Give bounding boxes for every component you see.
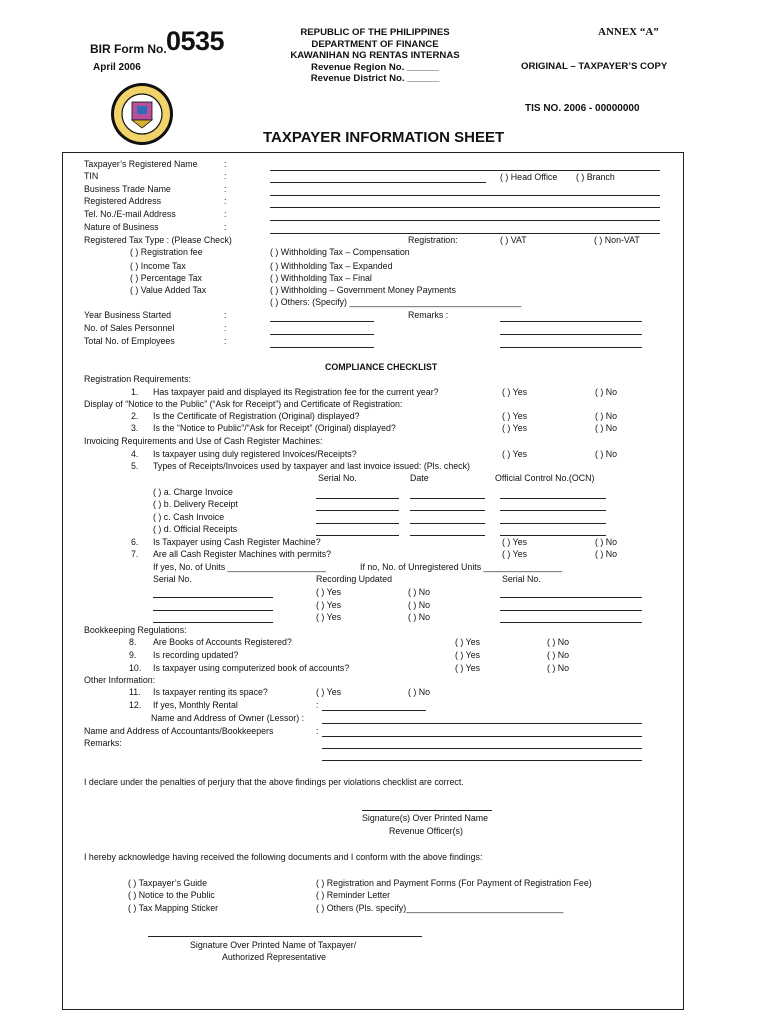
q11-yes[interactable]: ( ) Yes — [316, 687, 342, 698]
receipt-delivery[interactable]: ( ) b. Delivery Receipt — [153, 499, 238, 510]
percentage-tax-checkbox[interactable]: ( ) Percentage Tax — [130, 273, 202, 284]
q10-yes[interactable]: ( ) Yes — [455, 663, 481, 674]
doc-registration-forms[interactable]: ( ) Registration and Payment Forms (For Payment of Registration Fee) — [316, 878, 592, 889]
remarks-field-3[interactable] — [500, 347, 642, 348]
q5-text: Types of Receipts/Invoices used by taxpayer and last invoice issued: (Pls. check) — [153, 461, 470, 472]
receipt-date-field[interactable] — [410, 498, 485, 499]
remarks-2-field[interactable] — [322, 748, 642, 749]
label-owner: Name and Address of Owner (Lessor) : — [151, 713, 305, 724]
q11-number: 11. — [129, 687, 141, 698]
vat-checkbox[interactable]: ( ) VAT — [500, 235, 527, 246]
crm-serial-field[interactable] — [153, 597, 273, 598]
col-date: Date — [410, 473, 429, 484]
q7-number: 7. — [131, 549, 139, 560]
q3-number: 3. — [131, 423, 139, 434]
branch-checkbox[interactable]: ( ) Branch — [576, 172, 615, 183]
receipt-serial-field[interactable] — [316, 510, 399, 511]
officer-title: Revenue Officer(s) — [389, 826, 463, 837]
label-tel: Tel. No./E-mail Address — [84, 209, 176, 220]
wt-final-checkbox[interactable]: ( ) Withholding Tax – Final — [270, 273, 372, 284]
wt-expanded-checkbox[interactable]: ( ) Withholding Tax – Expanded — [270, 261, 393, 272]
form-number: 0535 — [166, 26, 225, 56]
colon: : — [224, 196, 227, 207]
agency-line-2: DEPARTMENT OF FINANCE — [311, 38, 439, 50]
receipt-date-field[interactable] — [410, 523, 485, 524]
agency-block — [270, 27, 480, 85]
receipt-ocn-field[interactable] — [500, 523, 606, 524]
doc-reminder-letter[interactable]: ( ) Reminder Letter — [316, 890, 391, 901]
q4-number: 4. — [131, 449, 139, 460]
form-label: BIR Form No. — [90, 42, 167, 56]
q1-yes[interactable]: ( ) Yes — [502, 387, 528, 398]
taxpayer-representative-label: Authorized Representative — [222, 952, 327, 963]
crm-serial-field[interactable] — [153, 610, 273, 611]
acknowledgement-text: I hereby acknowledge having received the following documents and I conform with the above findings: — [84, 852, 483, 863]
label-year-started: Year Business Started — [84, 310, 172, 321]
label-registration: Registration: — [408, 235, 458, 246]
label-registered-name: Taxpayer’s Registered Name — [84, 159, 198, 170]
crm-recording-no[interactable]: ( ) No — [408, 600, 431, 611]
others-checkbox[interactable]: ( ) Others: (Specify) ___________________________________ — [270, 297, 522, 308]
crm-serial-right-field[interactable] — [500, 610, 642, 611]
q11-no[interactable]: ( ) No — [408, 687, 431, 698]
owner-field[interactable] — [322, 723, 642, 724]
officer-signature-line[interactable] — [362, 810, 492, 811]
checklist-title: COMPLIANCE CHECKLIST — [325, 362, 438, 373]
section-registration: Registration Requirements: — [84, 374, 191, 385]
doc-notice-public[interactable]: ( ) Notice to the Public — [128, 890, 215, 901]
q1-no[interactable]: ( ) No — [595, 387, 618, 398]
q8-text: Are Books of Accounts Registered? — [153, 637, 292, 648]
section-invoicing: Invoicing Requirements and Use of Cash Register Machines: — [84, 436, 323, 447]
label-employees: Total No. of Employees — [84, 336, 175, 347]
receipt-serial-field[interactable] — [316, 498, 399, 499]
agency-line-1: REPUBLIC OF THE PHILIPPINES — [300, 27, 450, 38]
q12-number: 12. — [129, 700, 142, 711]
q4-no[interactable]: ( ) No — [595, 449, 618, 460]
colon: : — [224, 310, 227, 321]
col-serial-no-right: Serial No. — [502, 574, 541, 585]
taxpayer-signature-label: Signature Over Printed Name of Taxpayer/ — [190, 940, 357, 951]
label-trade-name: Business Trade Name — [84, 184, 171, 195]
q6-yes[interactable]: ( ) Yes — [502, 537, 528, 548]
copy-label: ORIGINAL – TAXPAYER’S COPY — [521, 61, 668, 72]
colon: : — [316, 700, 319, 711]
q9-no[interactable]: ( ) No — [547, 650, 570, 661]
taxpayer-signature-line[interactable] — [148, 936, 422, 937]
q8-yes[interactable]: ( ) Yes — [455, 637, 481, 648]
officer-signature-label: Signature(s) Over Printed Name — [362, 813, 489, 824]
q6-no[interactable]: ( ) No — [595, 537, 618, 548]
colon: : — [224, 159, 227, 170]
receipt-serial-field[interactable] — [316, 535, 399, 536]
colon: : — [224, 209, 227, 220]
income-tax-checkbox[interactable]: ( ) Income Tax — [130, 261, 186, 272]
q7-text: Are all Cash Register Machines with permits? — [153, 549, 332, 560]
tis-number: TIS NO. 2006 - 00000000 — [525, 103, 640, 114]
receipt-cash-invoice[interactable]: ( ) c. Cash Invoice — [153, 512, 225, 523]
q1-text: Has taxpayer paid and displayed its Registration fee for the current year? — [153, 387, 439, 398]
monthly-rental-field[interactable] — [322, 710, 426, 711]
nature-field[interactable] — [270, 233, 660, 234]
col-serial-no-left: Serial No. — [153, 574, 192, 585]
registered-name-field[interactable] — [270, 170, 660, 171]
trade-name-field[interactable] — [270, 195, 660, 196]
q11-text: Is taxpayer renting its space? — [153, 687, 268, 698]
colon: : — [224, 336, 227, 347]
q7-no[interactable]: ( ) No — [595, 549, 618, 560]
doc-taxpayer-guide[interactable]: ( ) Taxpayer’s Guide — [128, 878, 207, 889]
q10-no[interactable]: ( ) No — [547, 663, 570, 674]
q2-no[interactable]: ( ) No — [595, 411, 618, 422]
receipt-charge-invoice[interactable]: ( ) a. Charge Invoice — [153, 487, 233, 498]
q9-text: Is recording updated? — [153, 650, 239, 661]
col-ocn: Official Control No.(OCN) — [495, 473, 595, 484]
col-recording-updated: Recording Updated — [316, 574, 393, 585]
q3-text: Is the “Notice to Public”/“Ask for Receipt” (Original) displayed? — [153, 423, 396, 434]
year-started-field[interactable] — [270, 321, 374, 322]
reg-fee-checkbox[interactable]: ( ) Registration fee — [130, 247, 203, 258]
colon: : — [224, 184, 227, 195]
receipt-date-field[interactable] — [410, 535, 485, 536]
page-title: TAXPAYER INFORMATION SHEET — [263, 129, 505, 146]
q1-number: 1. — [131, 387, 139, 398]
label-sales-personnel: No. of Sales Personnel — [84, 323, 175, 334]
label-address: Registered Address — [84, 196, 162, 207]
crm-recording-no[interactable]: ( ) No — [408, 612, 431, 623]
perjury-declaration: I declare under the penalties of perjury that the above findings per violations checklist are correct. — [84, 777, 464, 788]
wt-government-checkbox[interactable]: ( ) Withholding – Government Money Payments — [270, 285, 456, 296]
label-tax-type: Registered Tax Type : (Please Check) — [84, 235, 232, 246]
section-other-info: Other Information: — [84, 675, 156, 686]
label-tin: TIN — [84, 171, 99, 182]
vat-tax-checkbox[interactable]: ( ) Value Added Tax — [130, 285, 207, 296]
remarks-field-2[interactable] — [500, 334, 642, 335]
receipt-date-field[interactable] — [410, 510, 485, 511]
q4-text: Is taxpayer using duly registered Invoices/Receipts? — [153, 449, 357, 460]
q2-text: Is the Certificate of Registration (Original) displayed? — [153, 411, 360, 422]
form-date: April 2006 — [93, 62, 141, 73]
q4-yes[interactable]: ( ) Yes — [502, 449, 528, 460]
receipt-ocn-field[interactable] — [500, 498, 606, 499]
units-registered-field[interactable]: If yes, No. of Units ____________________ — [153, 562, 326, 573]
address-field[interactable] — [270, 207, 660, 208]
q2-number: 2. — [131, 411, 139, 422]
col-serial-no: Serial No. — [318, 473, 357, 484]
crm-serial-right-field[interactable] — [500, 622, 642, 623]
section-display: Display of “Notice to the Public” (“Ask for Receipt”) and Certificate of Registration: — [84, 399, 403, 410]
label-remarks: Remarks : — [408, 310, 449, 321]
employees-field[interactable] — [270, 347, 374, 348]
label-nature: Nature of Business — [84, 222, 159, 233]
q2-yes[interactable]: ( ) Yes — [502, 411, 528, 422]
q8-no[interactable]: ( ) No — [547, 637, 570, 648]
section-bookkeeping: Bookkeeping Regulations: — [84, 625, 187, 636]
q9-yes[interactable]: ( ) Yes — [455, 650, 481, 661]
q3-yes[interactable]: ( ) Yes — [502, 423, 528, 434]
crm-recording-yes[interactable]: ( ) Yes — [316, 600, 342, 611]
tin-field[interactable] — [270, 182, 486, 183]
sales-personnel-field[interactable] — [270, 334, 374, 335]
receipt-ocn-field[interactable] — [500, 510, 606, 511]
remarks-2-field[interactable] — [322, 760, 642, 761]
receipt-official[interactable]: ( ) d. Official Receipts — [153, 524, 238, 535]
revenue-region: Revenue Region No. ______ — [311, 61, 439, 73]
q5-number: 5. — [131, 461, 139, 472]
colon: : — [316, 726, 319, 737]
receipt-ocn-field[interactable] — [500, 535, 606, 536]
wt-compensation-checkbox[interactable]: ( ) Withholding Tax – Compensation — [270, 247, 410, 258]
colon: : — [224, 323, 227, 334]
q6-number: 6. — [131, 537, 139, 548]
non-vat-checkbox[interactable]: ( ) Non-VAT — [594, 235, 640, 246]
q3-no[interactable]: ( ) No — [595, 423, 618, 434]
doc-tax-mapping-sticker[interactable]: ( ) Tax Mapping Sticker — [128, 903, 219, 914]
receipt-serial-field[interactable] — [316, 523, 399, 524]
q10-text: Is taxpayer using computerized book of accounts? — [153, 663, 350, 674]
crm-serial-right-field[interactable] — [500, 597, 642, 598]
annex-label: ANNEX “A” — [598, 26, 659, 38]
crm-recording-no[interactable]: ( ) No — [408, 587, 431, 598]
q9-number: 9. — [129, 650, 137, 661]
accountants-field[interactable] — [322, 736, 642, 737]
units-unregistered-field[interactable]: If no, No. of Unregistered Units ________________ — [360, 562, 563, 573]
crm-recording-yes[interactable]: ( ) Yes — [316, 587, 342, 598]
colon: : — [224, 222, 227, 233]
revenue-district: Revenue District No. ______ — [310, 73, 440, 84]
q8-number: 8. — [129, 637, 137, 648]
head-office-checkbox[interactable]: ( ) Head Office — [500, 172, 558, 183]
agency-line-3: KAWANIHAN NG RENTAS INTERNAS — [290, 50, 460, 61]
colon: : — [224, 171, 227, 182]
q10-number: 10. — [129, 663, 142, 674]
q7-yes[interactable]: ( ) Yes — [502, 549, 528, 560]
crm-serial-field[interactable] — [153, 622, 273, 623]
q12-text: If yes, Monthly Rental — [153, 700, 238, 711]
label-remarks-2: Remarks: — [84, 738, 122, 749]
crm-recording-yes[interactable]: ( ) Yes — [316, 612, 342, 623]
remarks-field-1[interactable] — [500, 321, 642, 322]
tel-field[interactable] — [270, 220, 660, 221]
label-accountants: Name and Address of Accountants/Bookkeepers — [84, 726, 274, 737]
q6-text: Is Taxpayer using Cash Register Machine? — [153, 537, 321, 548]
bir-seal-logo — [110, 82, 174, 146]
doc-others[interactable]: ( ) Others (Pls. specify)________________________________ — [316, 903, 564, 914]
